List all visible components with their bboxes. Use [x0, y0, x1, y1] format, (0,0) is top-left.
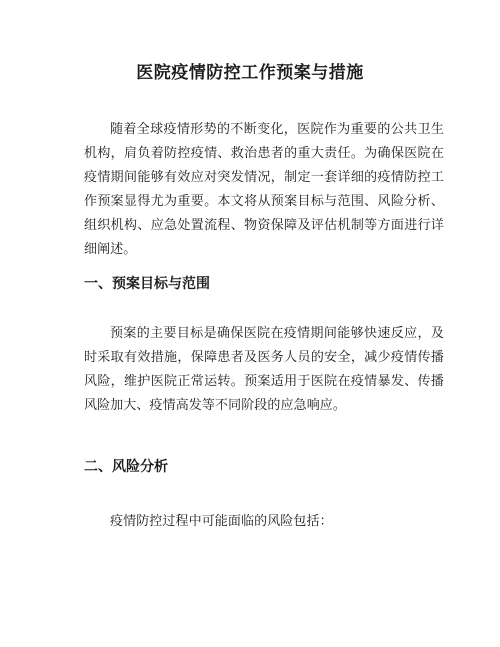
section-heading-goals-scope: 一、预案目标与范围	[84, 276, 210, 292]
document-title: 医院疫情防控工作预案与措施	[136, 63, 364, 83]
goals-scope-paragraph: 预案的主要目标是确保医院在疫情期间能够快速反应，及时采取有效措施，保障患者及医务人员的安全，减少疫情传播风险，维护医院正常运转。预案适用于医院在疫情暴发、传播风险加大、疫情高发等不同阶段的应急响应。	[84, 326, 444, 413]
risk-analysis-paragraph: 疫情防控过程中可能面临的风险包括：	[110, 514, 333, 529]
section-heading-risk-analysis: 二、风险分析	[84, 459, 168, 475]
intro-paragraph: 随着全球疫情形势的不断变化，医院作为重要的公共卫生机构，肩负着防控疫情、救治患者的重大责任。为确保医院在疫情期间能够有效应对突发情况，制定一套详细的疫情防控工作预案显得尤为重要。本文将从预案目标与范围、风险分析、组织机构、应急处置流程、物资保障及评估机制等方面进行详细阐述。	[84, 122, 444, 257]
